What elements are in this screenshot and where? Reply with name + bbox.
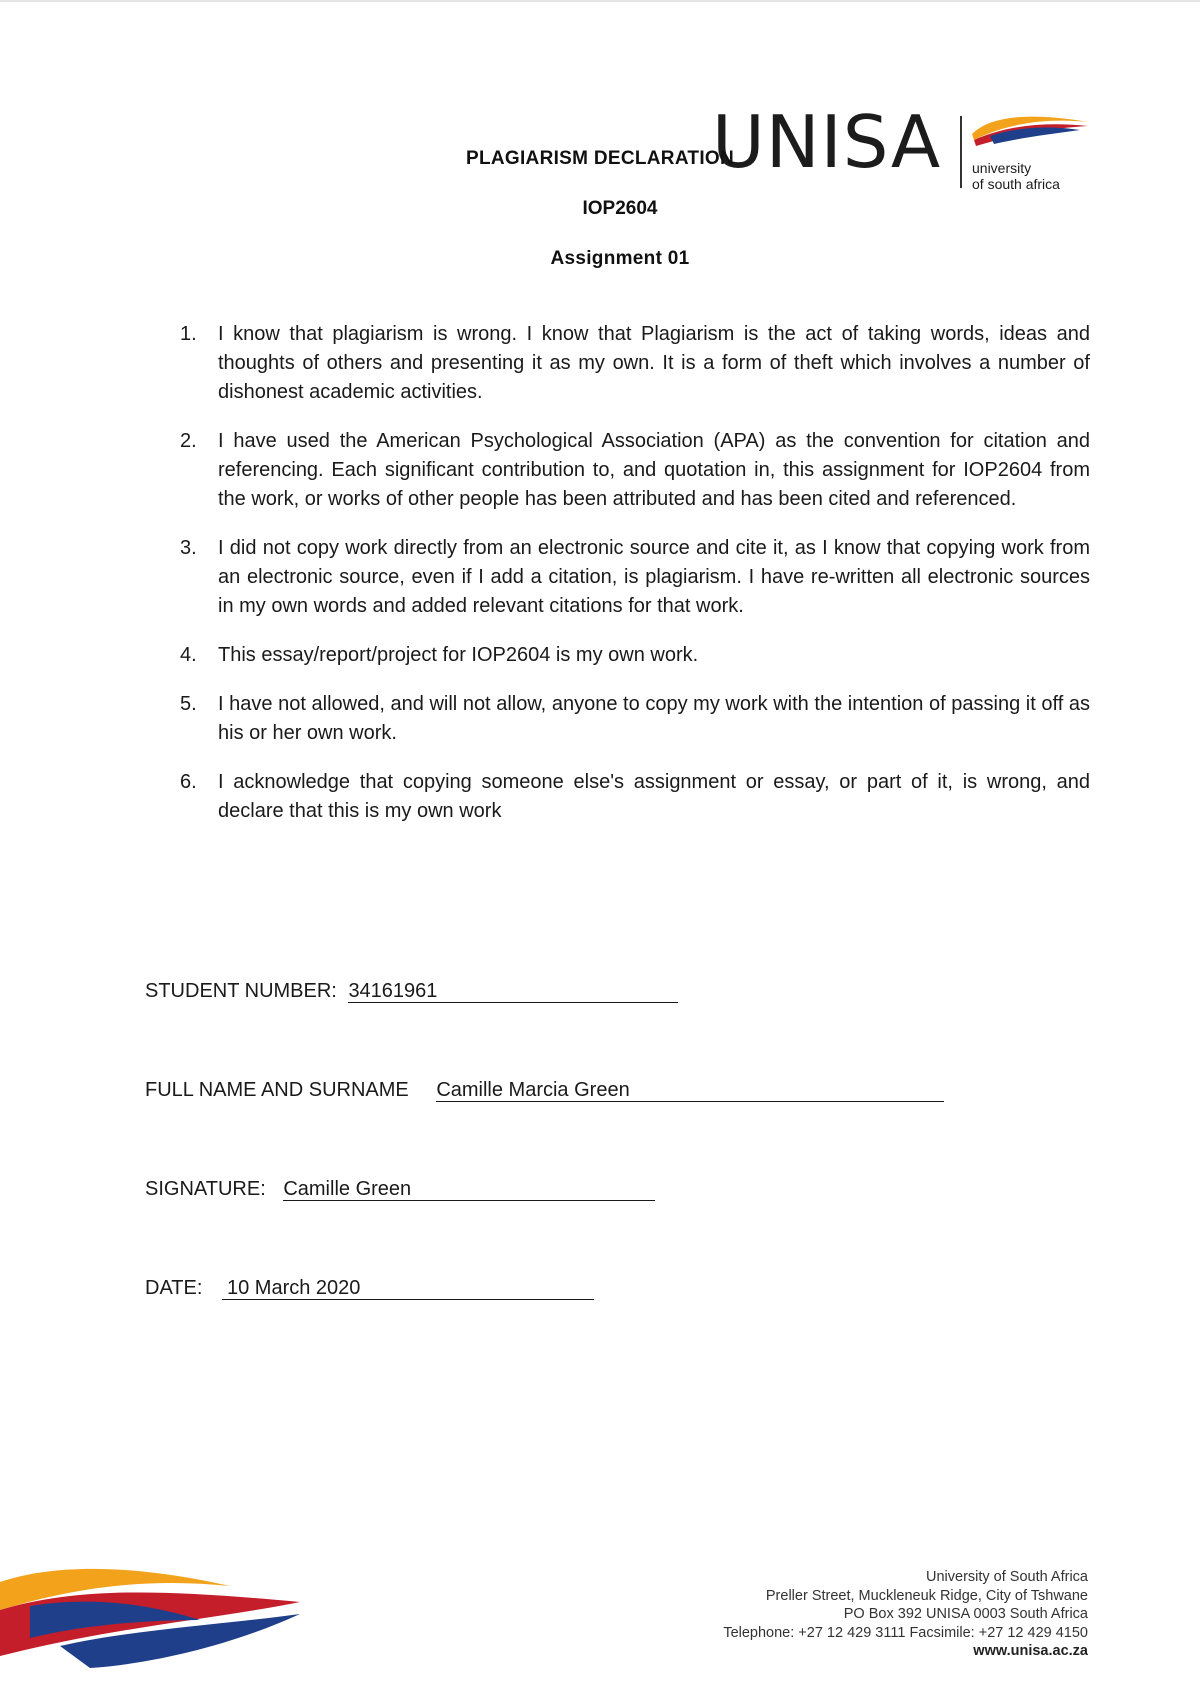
- footer-swoosh-icon: [0, 1560, 300, 1670]
- logo-subtitle-line2: of south africa: [972, 176, 1060, 192]
- signature-field[interactable]: Camille Green: [283, 1178, 655, 1201]
- address-line: Preller Street, Muckleneuk Ridge, City of Tshwane: [765, 1587, 1088, 1604]
- item-text: I did not copy work directly from an electronic source and cite it, as I know that copying work from an electronic source, even if I add a citation, is plagiarism. I have re-written all electronic sources in my own words and added relevant citations for that work.: [218, 537, 1090, 617]
- course-code: IOP2604: [582, 198, 658, 219]
- logo-divider: [960, 116, 962, 188]
- item-text: I know that plagiarism is wrong. I know that Plagiarism is the act of taking words, ideas and thoughts of others and presenting it as my own. It is a form of theft which involves a number of dishonest academic activities.: [218, 323, 1090, 403]
- declaration-item: [180, 768, 1090, 826]
- item-text: This essay/report/project for IOP2604 is my own work.: [218, 644, 699, 666]
- footer-address: [723, 1568, 1088, 1661]
- item-text: I acknowledge that copying someone else's assignment or essay, or part of it, is wrong, and declare that this is my own work: [218, 771, 1090, 822]
- student-number-row: [145, 980, 678, 1003]
- signature-row: [145, 1178, 655, 1201]
- website-link[interactable]: www.unisa.ac.za: [973, 1643, 1088, 1659]
- declaration-item: [180, 320, 1090, 407]
- full-name-label: FULL NAME AND SURNAME: [145, 1079, 409, 1101]
- signature-label: SIGNATURE:: [145, 1178, 266, 1200]
- date-label: DATE:: [145, 1277, 203, 1299]
- address-line: Telephone: +27 12 429 3111 Facsimile: +27 12 429 4150: [723, 1624, 1088, 1641]
- student-number-label: STUDENT NUMBER:: [145, 980, 337, 1002]
- flag-swoosh-icon: [970, 112, 1090, 152]
- declaration-item: [180, 690, 1090, 748]
- document-title: PLAGIARISM DECLARATION: [466, 148, 735, 169]
- item-number: 2.: [180, 430, 197, 452]
- page-top-border: [0, 0, 1200, 2]
- full-name-field[interactable]: Camille Marcia Green: [436, 1079, 944, 1102]
- declaration-list: [180, 320, 1090, 846]
- item-number: 6.: [180, 771, 197, 793]
- item-number: 5.: [180, 693, 197, 715]
- item-text: I have used the American Psychological Association (APA) as the convention for citation and referencing. Each significant contribution to, and quotation in, this assignment for IOP2604 from the work, or works of other people has been attributed and has been cited and referenced.: [218, 430, 1090, 510]
- item-text: I have not allowed, and will not allow, anyone to copy my work with the intention of passing it off as his or her own work.: [218, 693, 1090, 744]
- declaration-item: [180, 641, 1090, 670]
- date-row: [145, 1277, 594, 1300]
- item-number: 1.: [180, 323, 197, 345]
- unisa-logo: [712, 100, 1092, 192]
- logo-subtitle-line1: university: [972, 160, 1032, 176]
- item-number: 4.: [180, 644, 197, 666]
- item-number: 3.: [180, 537, 197, 559]
- declaration-item: [180, 534, 1090, 621]
- assignment-title: Assignment 01: [550, 248, 690, 269]
- logo-wordmark: UNISA: [712, 100, 942, 184]
- address-line: PO Box 392 UNISA 0003 South Africa: [843, 1606, 1088, 1622]
- address-line: University of South Africa: [926, 1569, 1088, 1585]
- declaration-item: [180, 427, 1090, 514]
- student-number-field[interactable]: 34161961: [348, 980, 678, 1003]
- full-name-row: [145, 1079, 944, 1102]
- date-field[interactable]: 10 March 2020: [222, 1277, 594, 1300]
